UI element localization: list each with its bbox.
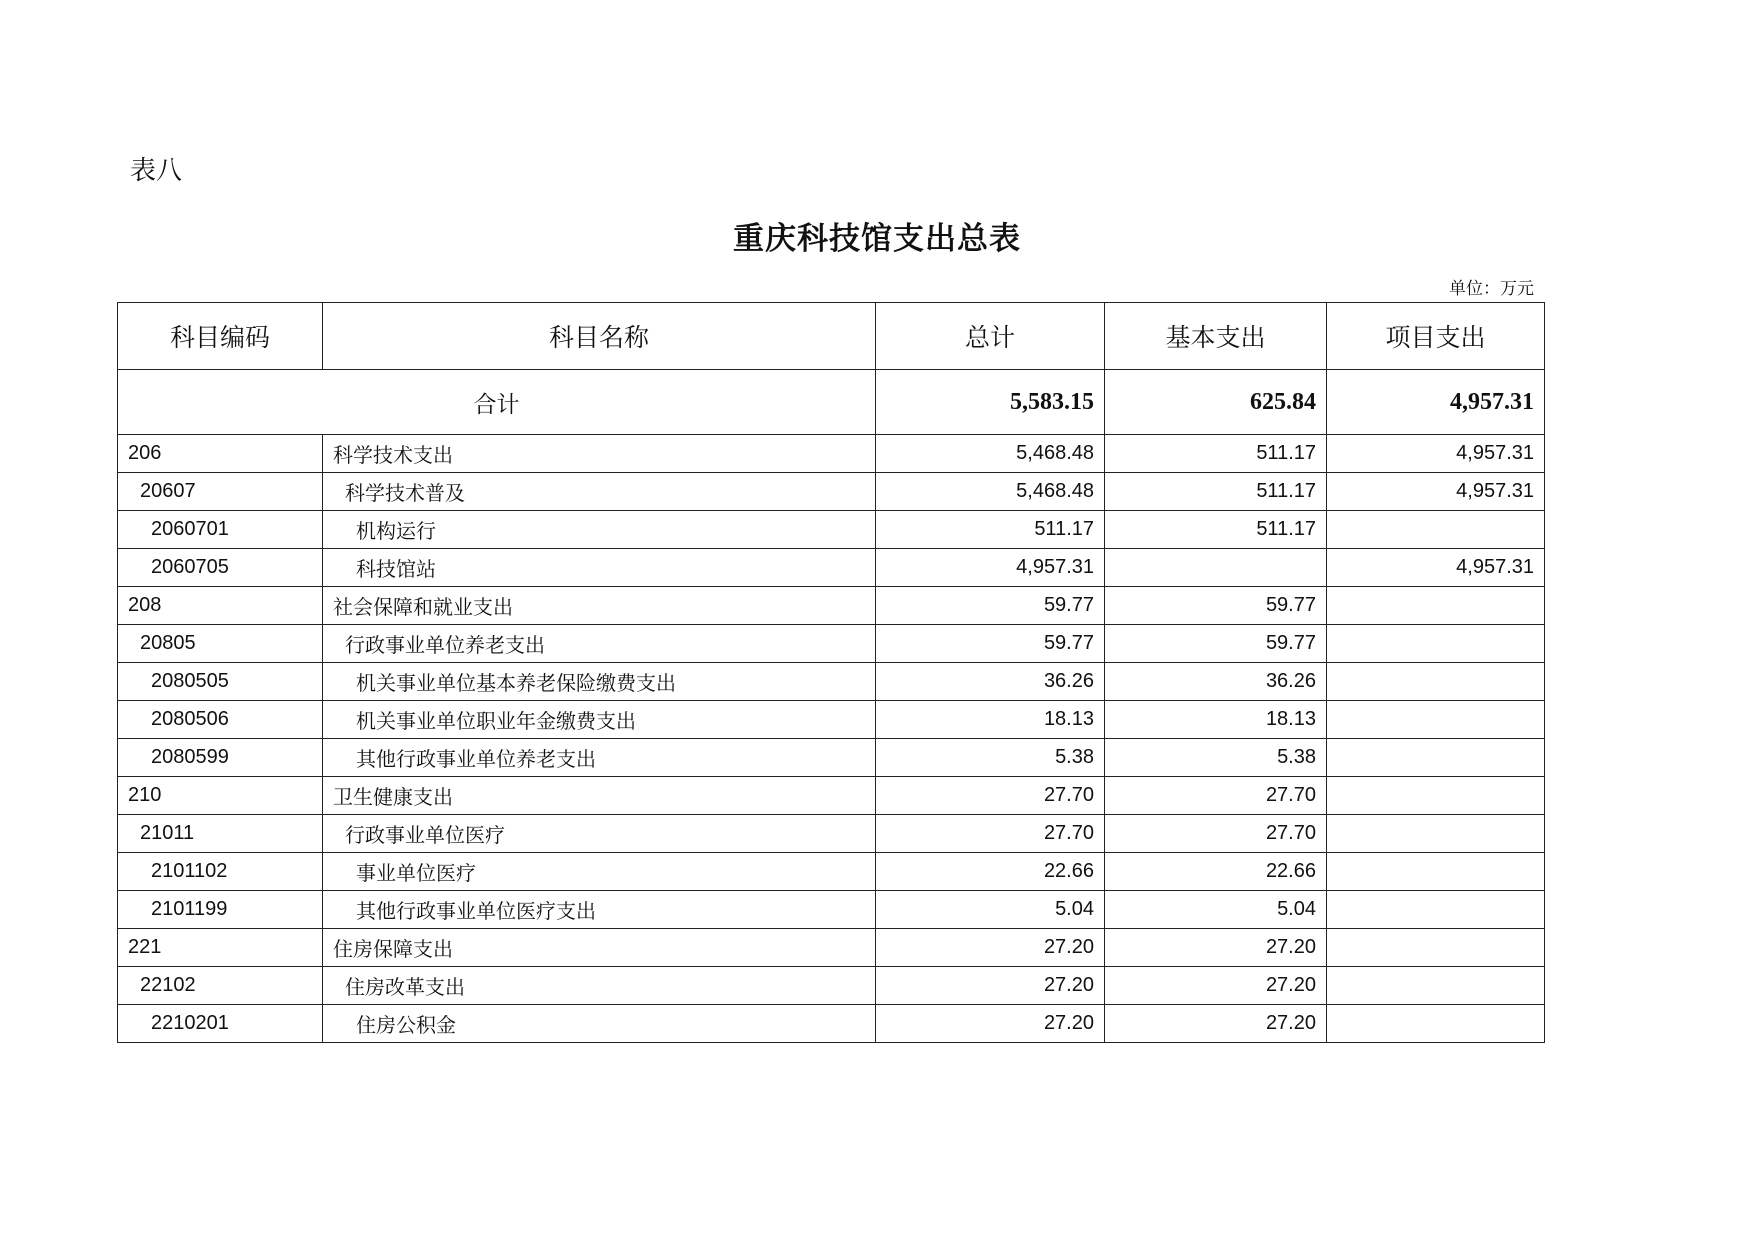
basic-cell: 59.77	[1105, 587, 1327, 625]
code-cell: 206	[118, 435, 323, 473]
header-row	[118, 303, 1545, 370]
code-cell: 2080506	[118, 701, 323, 739]
code-cell: 20805	[118, 625, 323, 663]
project-cell	[1327, 587, 1545, 625]
total-cell: 5,468.48	[876, 473, 1105, 511]
basic-cell: 22.66	[1105, 853, 1327, 891]
name-cell: 行政事业单位医疗	[323, 815, 876, 853]
name-cell: 其他行政事业单位医疗支出	[323, 891, 876, 929]
total-cell: 27.20	[876, 967, 1105, 1005]
total-cell: 22.66	[876, 853, 1105, 891]
total-label: 合计	[118, 370, 876, 435]
basic-cell: 5.38	[1105, 739, 1327, 777]
project-cell	[1327, 739, 1545, 777]
name-cell: 科学技术支出	[323, 435, 876, 473]
table-row	[118, 701, 1545, 739]
table-row	[118, 929, 1545, 967]
code-cell: 2210201	[118, 1005, 323, 1043]
table-row	[118, 777, 1545, 815]
total-project: 4,957.31	[1327, 370, 1545, 435]
table-number: 表八	[130, 156, 183, 186]
total-cell: 27.70	[876, 777, 1105, 815]
basic-cell: 27.70	[1105, 777, 1327, 815]
name-cell: 卫生健康支出	[323, 777, 876, 815]
total-cell: 36.26	[876, 663, 1105, 701]
total-cell: 5.38	[876, 739, 1105, 777]
total-cell: 511.17	[876, 511, 1105, 549]
code-cell: 2060705	[118, 549, 323, 587]
total-cell: 18.13	[876, 701, 1105, 739]
name-cell: 机构运行	[323, 511, 876, 549]
total-cell: 5.04	[876, 891, 1105, 929]
basic-cell: 36.26	[1105, 663, 1327, 701]
code-cell: 2101102	[118, 853, 323, 891]
code-cell: 221	[118, 929, 323, 967]
name-cell: 住房公积金	[323, 1005, 876, 1043]
name-cell: 科技馆站	[323, 549, 876, 587]
name-cell: 住房保障支出	[323, 929, 876, 967]
basic-cell: 27.20	[1105, 1005, 1327, 1043]
basic-cell: 27.20	[1105, 929, 1327, 967]
unit-label: 单位：万元	[1449, 279, 1534, 299]
project-cell	[1327, 815, 1545, 853]
total-total: 5,583.15	[876, 370, 1105, 435]
name-cell: 社会保障和就业支出	[323, 587, 876, 625]
table-row	[118, 1005, 1545, 1043]
name-cell: 科学技术普及	[323, 473, 876, 511]
table-row	[118, 625, 1545, 663]
total-cell: 59.77	[876, 625, 1105, 663]
project-cell	[1327, 625, 1545, 663]
basic-cell: 27.20	[1105, 967, 1327, 1005]
column-header-basic: 基本支出	[1105, 303, 1327, 370]
project-cell	[1327, 853, 1545, 891]
project-cell: 4,957.31	[1327, 473, 1545, 511]
basic-cell	[1105, 549, 1327, 587]
column-header-name: 科目名称	[323, 303, 876, 370]
project-cell	[1327, 663, 1545, 701]
total-cell: 27.20	[876, 1005, 1105, 1043]
code-cell: 20607	[118, 473, 323, 511]
total-row	[118, 370, 1545, 435]
total-cell: 4,957.31	[876, 549, 1105, 587]
code-cell: 21011	[118, 815, 323, 853]
project-cell	[1327, 511, 1545, 549]
expense-table	[117, 302, 1545, 1043]
project-cell	[1327, 1005, 1545, 1043]
code-cell: 22102	[118, 967, 323, 1005]
project-cell	[1327, 891, 1545, 929]
table-row	[118, 663, 1545, 701]
code-cell: 210	[118, 777, 323, 815]
table-row	[118, 587, 1545, 625]
code-cell: 2080599	[118, 739, 323, 777]
code-cell: 2080505	[118, 663, 323, 701]
project-cell	[1327, 929, 1545, 967]
name-cell: 事业单位医疗	[323, 853, 876, 891]
table-row	[118, 511, 1545, 549]
name-cell: 住房改革支出	[323, 967, 876, 1005]
table-row	[118, 967, 1545, 1005]
code-cell: 2060701	[118, 511, 323, 549]
project-cell: 4,957.31	[1327, 435, 1545, 473]
page-title: 重庆科技馆支出总表	[733, 221, 1021, 257]
table-row	[118, 473, 1545, 511]
total-cell: 5,468.48	[876, 435, 1105, 473]
table-row	[118, 435, 1545, 473]
basic-cell: 27.70	[1105, 815, 1327, 853]
column-header-project: 项目支出	[1327, 303, 1545, 370]
project-cell	[1327, 701, 1545, 739]
name-cell: 其他行政事业单位养老支出	[323, 739, 876, 777]
basic-cell: 511.17	[1105, 435, 1327, 473]
total-cell: 27.70	[876, 815, 1105, 853]
total-cell: 27.20	[876, 929, 1105, 967]
table-row	[118, 853, 1545, 891]
table-row	[118, 739, 1545, 777]
basic-cell: 511.17	[1105, 511, 1327, 549]
column-header-total: 总计	[876, 303, 1105, 370]
total-cell: 59.77	[876, 587, 1105, 625]
project-cell	[1327, 777, 1545, 815]
basic-cell: 511.17	[1105, 473, 1327, 511]
basic-cell: 18.13	[1105, 701, 1327, 739]
code-cell: 208	[118, 587, 323, 625]
total-basic: 625.84	[1105, 370, 1327, 435]
column-header-code: 科目编码	[118, 303, 323, 370]
name-cell: 行政事业单位养老支出	[323, 625, 876, 663]
basic-cell: 5.04	[1105, 891, 1327, 929]
basic-cell: 59.77	[1105, 625, 1327, 663]
project-cell: 4,957.31	[1327, 549, 1545, 587]
name-cell: 机关事业单位职业年金缴费支出	[323, 701, 876, 739]
table-row	[118, 815, 1545, 853]
name-cell: 机关事业单位基本养老保险缴费支出	[323, 663, 876, 701]
code-cell: 2101199	[118, 891, 323, 929]
project-cell	[1327, 967, 1545, 1005]
table-row	[118, 549, 1545, 587]
table-row	[118, 891, 1545, 929]
